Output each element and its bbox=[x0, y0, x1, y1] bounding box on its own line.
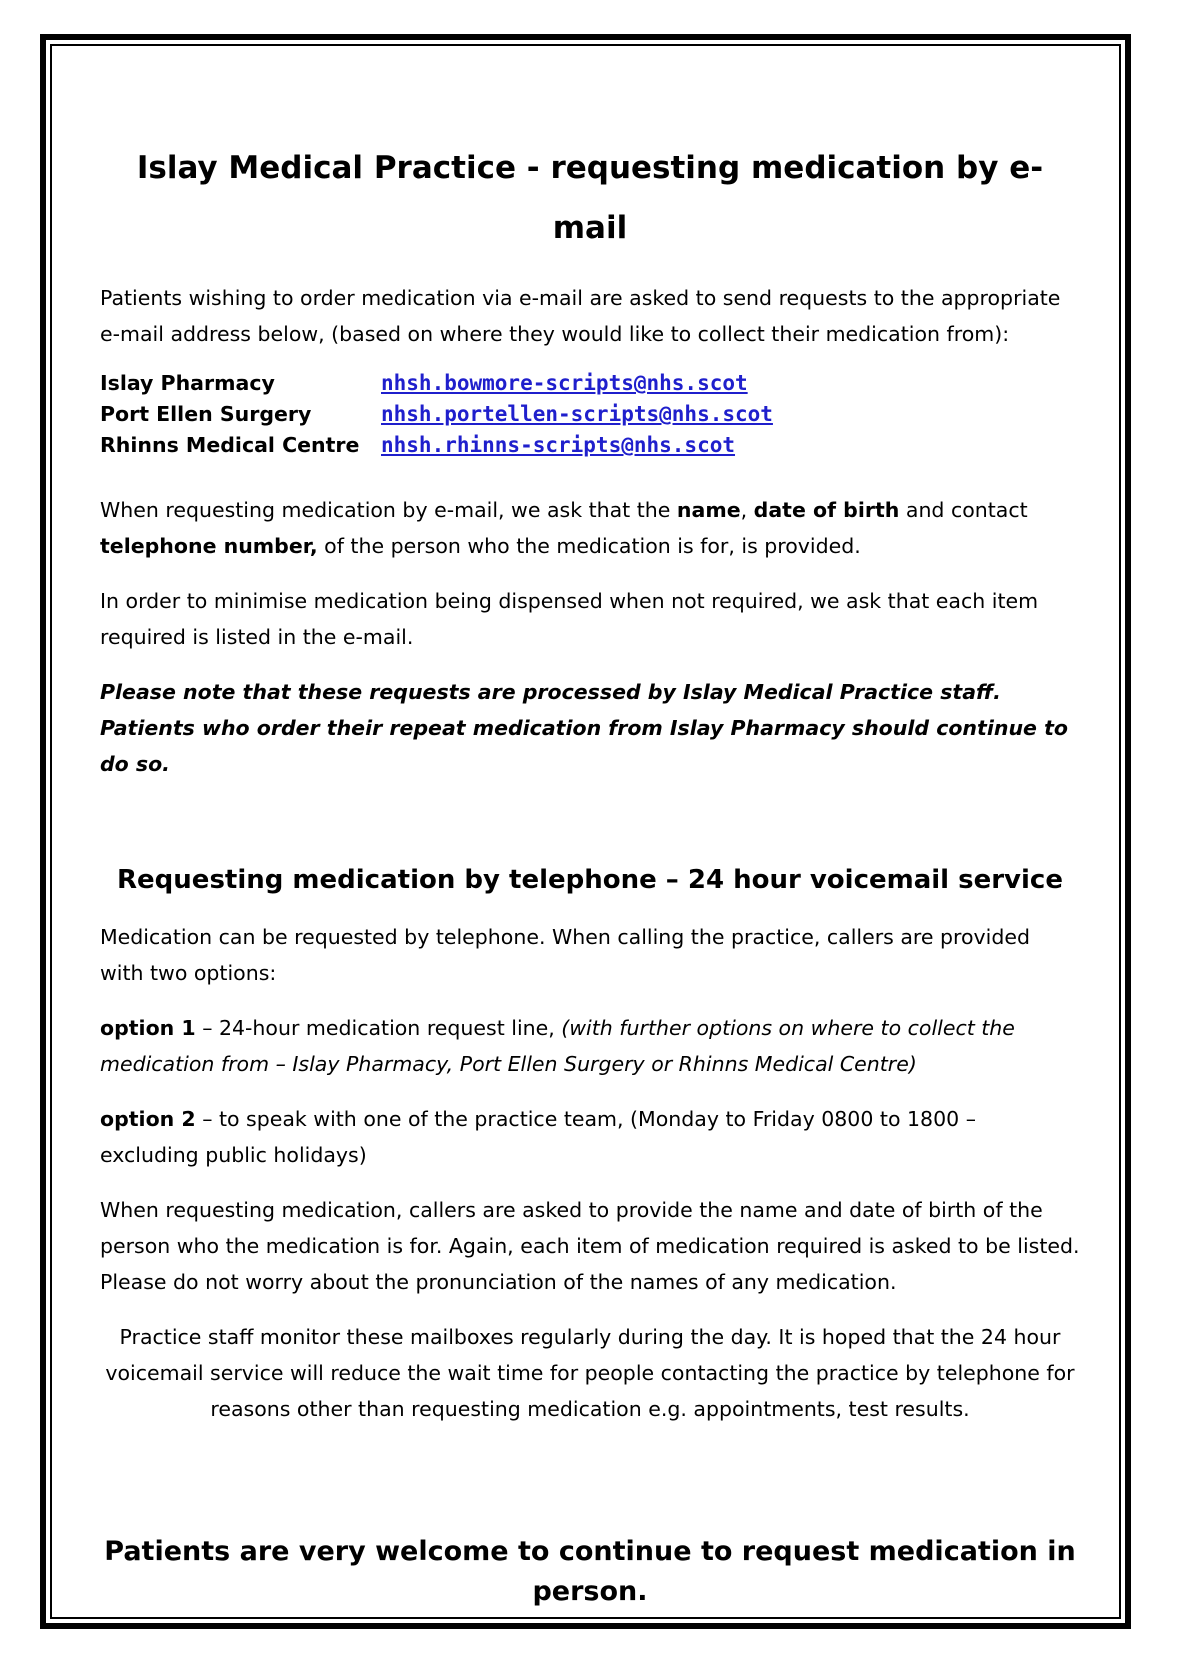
contact-row bbox=[100, 399, 1080, 430]
contact-email-link[interactable]: nhsh.rhinns-scripts@nhs.scot bbox=[381, 433, 736, 457]
option-2: option 2 – to speak with one of the practice team, (Monday to Friday 0800 to 1800 – excluding public holidays) bbox=[100, 1107, 976, 1167]
contact-name: Port Ellen Surgery bbox=[100, 402, 312, 426]
contact-row bbox=[100, 368, 1080, 399]
contact-email-link[interactable]: nhsh.portellen-scripts@nhs.scot bbox=[381, 402, 773, 426]
monitor-note: Practice staff monitor these mailboxes regularly during the day. It is hoped that the 24 hour voicemail service will reduce the wait time for people contacting the practice by telephone for reasons other than requesting medication e.g. appointments, test results. bbox=[105, 1325, 1075, 1421]
page-title: Islay Medical Practice - requesting medication by e-mail bbox=[136, 150, 1044, 246]
items-note: In order to minimise medication being dispensed when not required, we ask that each item required is listed in the e-mail. bbox=[100, 589, 1039, 649]
contact-row bbox=[100, 430, 1080, 461]
contact-name: Rhinns Medical Centre bbox=[100, 433, 360, 457]
option-1: option 1 – 24-hour medication request line, (with further options on where to collect the medication from – Islay Pharmacy, Port Ellen Surgery or Rhinns Medical Centre) bbox=[100, 1016, 1015, 1076]
email-intro: Patients wishing to order medication via e-mail are asked to send requests to the appropriate e-mail address below, (based on where they would like to collect their medication from): bbox=[100, 286, 1061, 346]
email-details-paragraph: When requesting medication by e-mail, we ask that the name, date of birth and contact telephone number, of the person who the medication is for, is provided. bbox=[100, 498, 1028, 558]
contact-email-link[interactable]: nhsh.bowmore-scripts@nhs.scot bbox=[381, 371, 748, 395]
phone-section-title: Requesting medication by telephone – 24 hour voicemail service bbox=[117, 865, 1063, 895]
option-2-label: option 2 bbox=[100, 1107, 196, 1131]
option-1-label: option 1 bbox=[100, 1016, 196, 1040]
phone-intro: Medication can be requested by telephone. When calling the practice, callers are provided with two options: bbox=[100, 925, 1031, 985]
document-body bbox=[100, 120, 1080, 1612]
contact-name: Islay Pharmacy bbox=[100, 371, 275, 395]
email-contact-list bbox=[100, 368, 1080, 461]
staff-note: Please note that these requests are processed by Islay Medical Practice staff. Patients who order their repeat medication from Islay Pharmacy should continue to do so. bbox=[100, 680, 1068, 776]
request-info: When requesting medication, callers are asked to provide the name and date of birth of the person who the medication is for. Again, each item of medication required is asked to be listed. Please do not worry about the pronunciation of the names of any medication. bbox=[100, 1198, 1080, 1294]
closing-statement: Patients are very welcome to continue to request medication in person. bbox=[104, 1536, 1076, 1607]
